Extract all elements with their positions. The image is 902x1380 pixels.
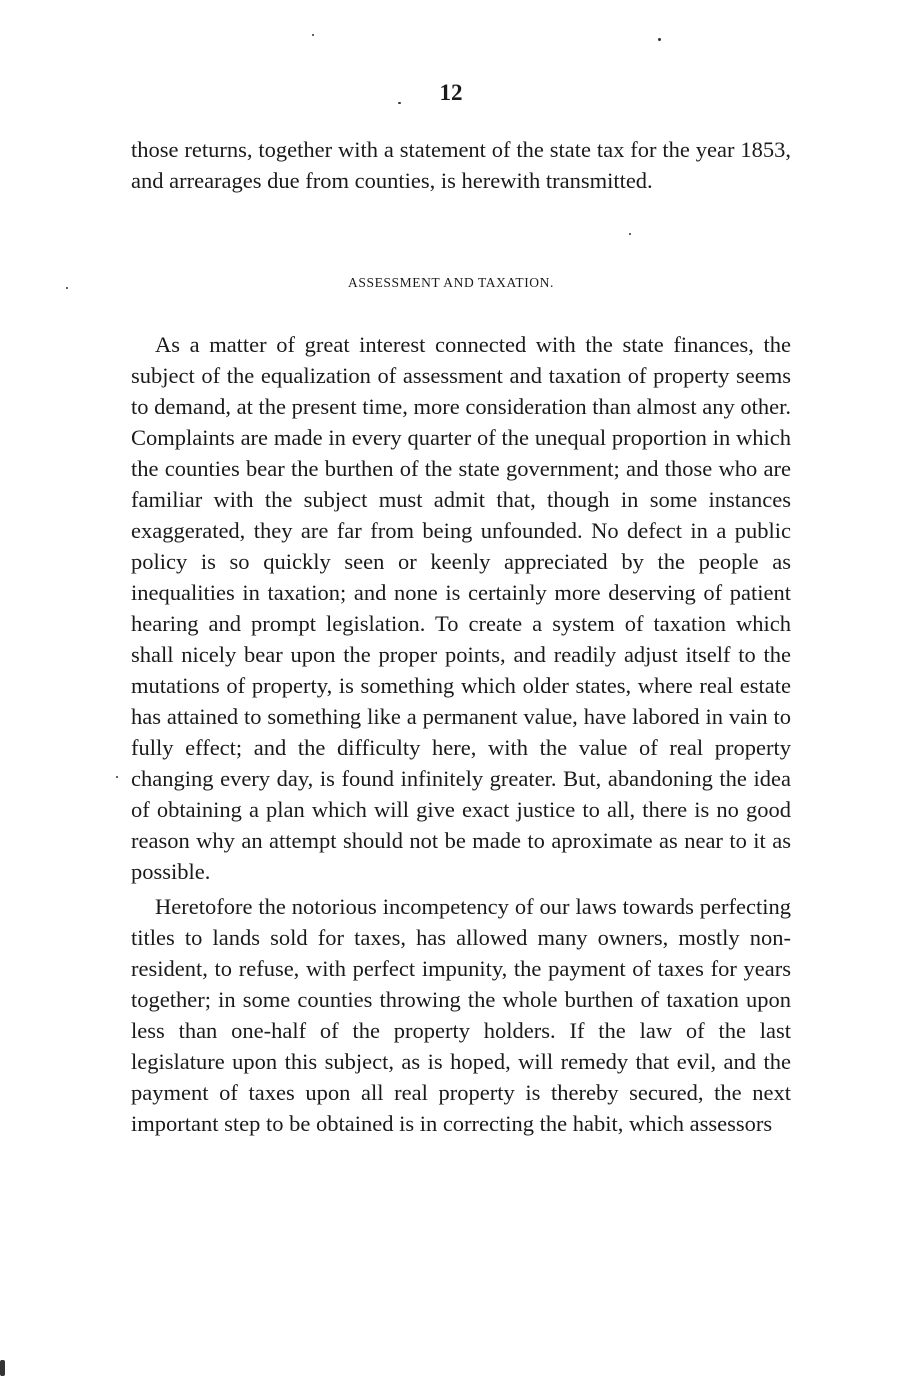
section-body (131, 329, 791, 1139)
paragraph-tax-titles: Heretofore the notorious incompetency of our laws towards perfecting titles to lands sold for taxes, has allowed many owners, mostly non-resident, to refuse, with perfect impunity, the payment of taxes for years together; in some counties throwing the whole burthen of taxation upon less than one-half of the property holders. If the law of the last legislature upon this subject, as is hoped, will remedy that evil, and the payment of taxes upon all real property is thereby secured, the next important step to be obtained is in correcting the habit, which assessors (131, 894, 791, 1136)
scan-speck (116, 776, 118, 778)
scan-speck (66, 287, 68, 289)
page-number: 12 (439, 80, 463, 105)
scan-speck (398, 102, 401, 104)
scan-speck (658, 38, 661, 41)
opening-paragraph: those returns, together with a statement of the state tax for the year 1853, and arrearages due from counties, is herewith transmitted. (131, 137, 791, 193)
scan-speck (312, 34, 314, 36)
scan-speck (0, 1360, 5, 1376)
opening-paragraph-block (131, 134, 791, 196)
scan-speck (629, 233, 631, 235)
section-heading: ASSESSMENT AND TAXATION. (348, 275, 554, 290)
paragraph-equalization: As a matter of great interest connected with the state finances, the subject of the equalization of assessment and taxation of property seems to demand, at the present time, more consideration than almost any other. Complaints are made in every quarter of the unequal proportion in which the counties bear the burthen of the state government; and those who are familiar with the subject must admit that, though in some instances exaggerated, they are far from being unfounded. No defect in a public policy is so quickly seen or keenly appreciated by the people as inequalities in taxation; and none is certainly more deserving of patient hearing and prompt legislation. To create a system of taxation which shall nicely bear upon the proper points, and readily adjust itself to the mutations of property, is something which older states, where real estate has attained to something like a permanent value, have labored in vain to fully effect; and the difficulty here, with the value of real property changing every day, is found infinitely greater. But, abandoning the idea of obtaining a plan which will give exact justice to all, there is no good reason why an attempt should not be made to aproximate as near to it as possible. (131, 332, 791, 884)
